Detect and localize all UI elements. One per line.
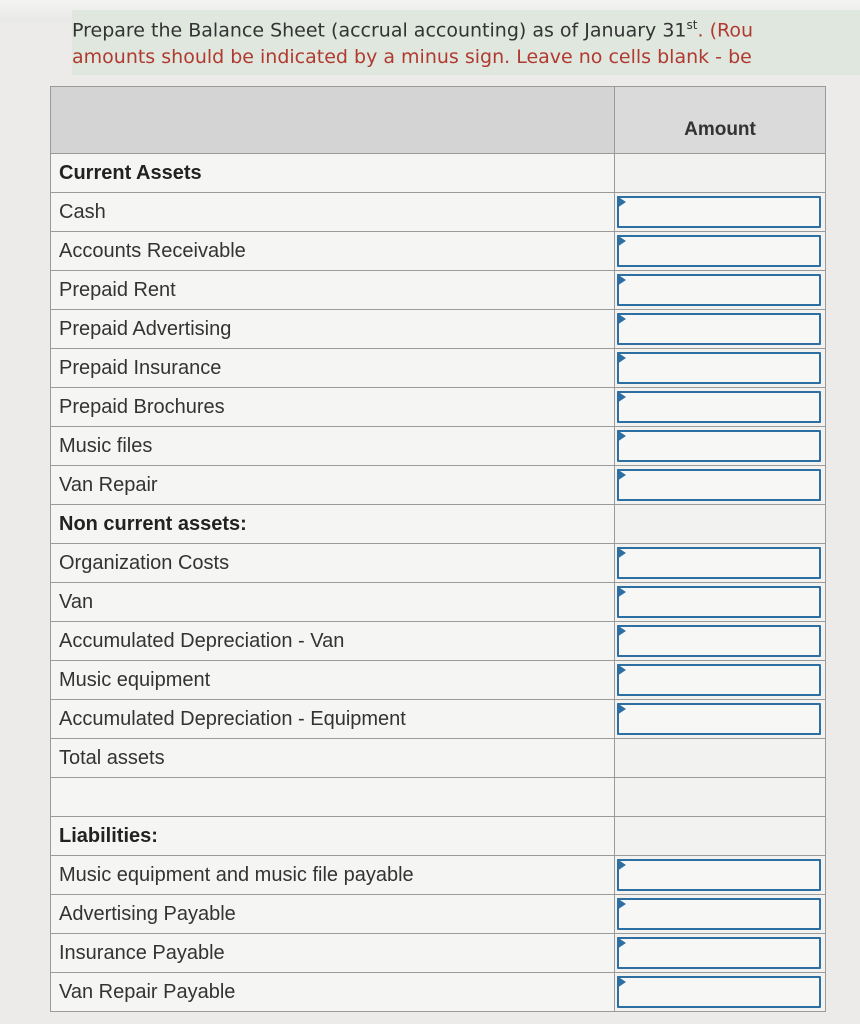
amount-input[interactable]: [617, 235, 821, 267]
table-row: [50, 934, 826, 973]
amount-input[interactable]: [617, 352, 821, 384]
table-rows: [50, 153, 826, 1012]
row-label: Van: [51, 583, 615, 621]
table-row: [50, 895, 826, 934]
amount-cell: [615, 232, 825, 270]
amount-cell: [615, 661, 825, 699]
amount-cell: [615, 310, 825, 348]
amount-cell: [615, 154, 825, 192]
amount-cell: [615, 466, 825, 504]
table-row: [50, 153, 826, 193]
table-row: [50, 349, 826, 388]
row-label: Prepaid Rent: [51, 271, 615, 309]
amount-input[interactable]: [617, 976, 821, 1008]
amount-cell: [615, 934, 825, 972]
table-row: [50, 622, 826, 661]
row-label: Prepaid Brochures: [51, 388, 615, 426]
amount-cell: [615, 778, 825, 816]
row-label: Total assets: [51, 739, 615, 777]
amount-input[interactable]: [617, 898, 821, 930]
amount-input[interactable]: [617, 664, 821, 696]
instructions-line-1-main: Prepare the Balance Sheet (accrual accounting) as of January 31: [72, 19, 687, 42]
amount-cell: [615, 193, 825, 231]
row-label: Organization Costs: [51, 544, 615, 582]
table-row: [50, 310, 826, 349]
section-heading: Liabilities:: [51, 817, 615, 855]
table-row: [50, 505, 826, 544]
row-label: Prepaid Advertising: [51, 310, 615, 348]
amount-input[interactable]: [617, 274, 821, 306]
table-row: [50, 271, 826, 310]
amount-cell: [615, 700, 825, 738]
row-label: Cash: [51, 193, 615, 231]
amount-cell: [615, 271, 825, 309]
table-row: [50, 466, 826, 505]
table-row: [50, 661, 826, 700]
amount-cell: [615, 388, 825, 426]
instructions-superscript: st: [686, 18, 698, 32]
balance-sheet-table: [50, 86, 826, 1012]
amount-input[interactable]: [617, 625, 821, 657]
row-label: Accumulated Depreciation - Equipment: [51, 700, 615, 738]
amount-input[interactable]: [617, 703, 821, 735]
row-label: Advertising Payable: [51, 895, 615, 933]
table-row: [50, 583, 826, 622]
instructions-text: [72, 10, 860, 75]
amount-cell: [615, 856, 825, 894]
row-label: Accounts Receivable: [51, 232, 615, 270]
amount-input[interactable]: [617, 937, 821, 969]
row-label: [51, 778, 615, 816]
row-label: Prepaid Insurance: [51, 349, 615, 387]
amount-cell: [615, 973, 825, 1011]
amount-cell: [615, 505, 825, 543]
instructions-line-2: amounts should be indicated by a minus sign. Leave no cells blank - be: [72, 46, 752, 69]
table-row: [50, 973, 826, 1012]
amount-column-header: [614, 87, 825, 153]
section-heading: Current Assets: [51, 154, 615, 192]
table-row: [50, 193, 826, 232]
amount-header-label: Amount: [684, 119, 756, 140]
table-row: [50, 232, 826, 271]
amount-cell: [615, 817, 825, 855]
row-label: Van Repair Payable: [51, 973, 615, 1011]
table-row: [50, 739, 826, 778]
section-heading: Non current assets:: [51, 505, 615, 543]
amount-input[interactable]: [617, 196, 821, 228]
instructions-line-1-tail: . (Rou: [697, 19, 753, 42]
table-row: [50, 700, 826, 739]
amount-cell: [615, 622, 825, 660]
table-row: [50, 778, 826, 817]
row-label: Music equipment and music file payable: [51, 856, 615, 894]
table-row: [50, 427, 826, 466]
row-label: Accumulated Depreciation - Van: [51, 622, 615, 660]
amount-input[interactable]: [617, 859, 821, 891]
amount-input[interactable]: [617, 313, 821, 345]
amount-cell: [615, 583, 825, 621]
amount-input[interactable]: [617, 586, 821, 618]
amount-cell: [615, 895, 825, 933]
table-row: [50, 544, 826, 583]
row-label: Music files: [51, 427, 615, 465]
amount-input[interactable]: [617, 547, 821, 579]
amount-input[interactable]: [617, 391, 821, 423]
row-label: Van Repair: [51, 466, 615, 504]
table-header-band: [50, 86, 826, 153]
row-label: Insurance Payable: [51, 934, 615, 972]
table-row: [50, 856, 826, 895]
amount-cell: [615, 427, 825, 465]
amount-cell: [615, 739, 825, 777]
amount-cell: [615, 544, 825, 582]
table-row: [50, 388, 826, 427]
amount-input[interactable]: [617, 469, 821, 501]
amount-input[interactable]: [617, 430, 821, 462]
amount-cell: [615, 349, 825, 387]
instructions-line-1: [72, 12, 860, 44]
table-row: [50, 817, 826, 856]
row-label: Music equipment: [51, 661, 615, 699]
